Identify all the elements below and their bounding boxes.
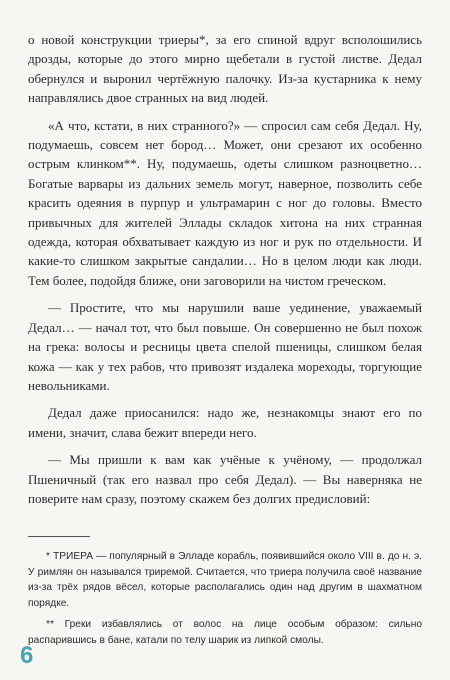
footnote-divider xyxy=(28,536,90,537)
footnote-trireme: * ТРИЕРА — популярный в Элладе корабль, появившийся около VIII в. до н. э. У римлян он назывался триремой. Считается, что триера получила своё название из-за трёх рядов вёсел, которые располагались один над другим в шахматном порядке. xyxy=(28,551,422,609)
paragraph: «А что, кстати, в них странного?» — спросил сам себя Дедал. Ну, подумаешь, совсем нет бород… Может, они срезают их особенно острым клинком**. Ну, подумаешь, одеты слишком разноцветно… Богатые варвары из дальних земель могут, наверное, позволить себе красить одеяния в пурпур и ультрамарин с ног до головы. Вместо привычных для жителей Эллады складок хитона на них странная одежда, которая обхватывает каждую из ног и рук по отдельности. И какие-то слишком закрытые сандалии… Но в целом люди как люди. Тем более, подойдя ближе, они заговорили на чистом греческом. xyxy=(28,117,422,288)
main-text xyxy=(28,30,422,508)
footnotes xyxy=(28,549,422,648)
page-content xyxy=(28,30,422,654)
paragraph: Дедал даже приосанился: надо же, незнакомцы знают его по имени, значит, слава бежит впереди него. xyxy=(28,405,422,440)
paragraph: о новой конструкции триеры*, за его спиной вдруг всполошились дрозды, которые до этого мирно щебетали в густой листве. Дедал обернулся и выронил чертёжную палочку. Из-за кустарника к нему направлялись двое странных на вид людей. xyxy=(28,32,422,106)
paragraph: — Мы пришли к вам как учёные к учёному, — продолжал Пшеничный (так его назвал про себя Дедал). — Вы наверняка не поверите нам сразу, поэтому скажем без долгих предисловий: xyxy=(28,452,422,506)
footnote-beards: ** Греки избавлялись от волос на лице особым образом: сильно распарившись в бане, катали по телу шарик из липкой смолы. xyxy=(28,619,422,646)
paragraph: — Простите, что мы нарушили ваше уединение, уважаемый Дедал… — начал тот, что был повыше. Он совершенно не был похож на грека: волосы и ресницы цвета спелой пшеницы, слишком белая кожа — как у тех рабов, что привозят издалека мореходы, торгующие невольниками. xyxy=(28,300,422,393)
page-number: 6 xyxy=(20,642,34,669)
